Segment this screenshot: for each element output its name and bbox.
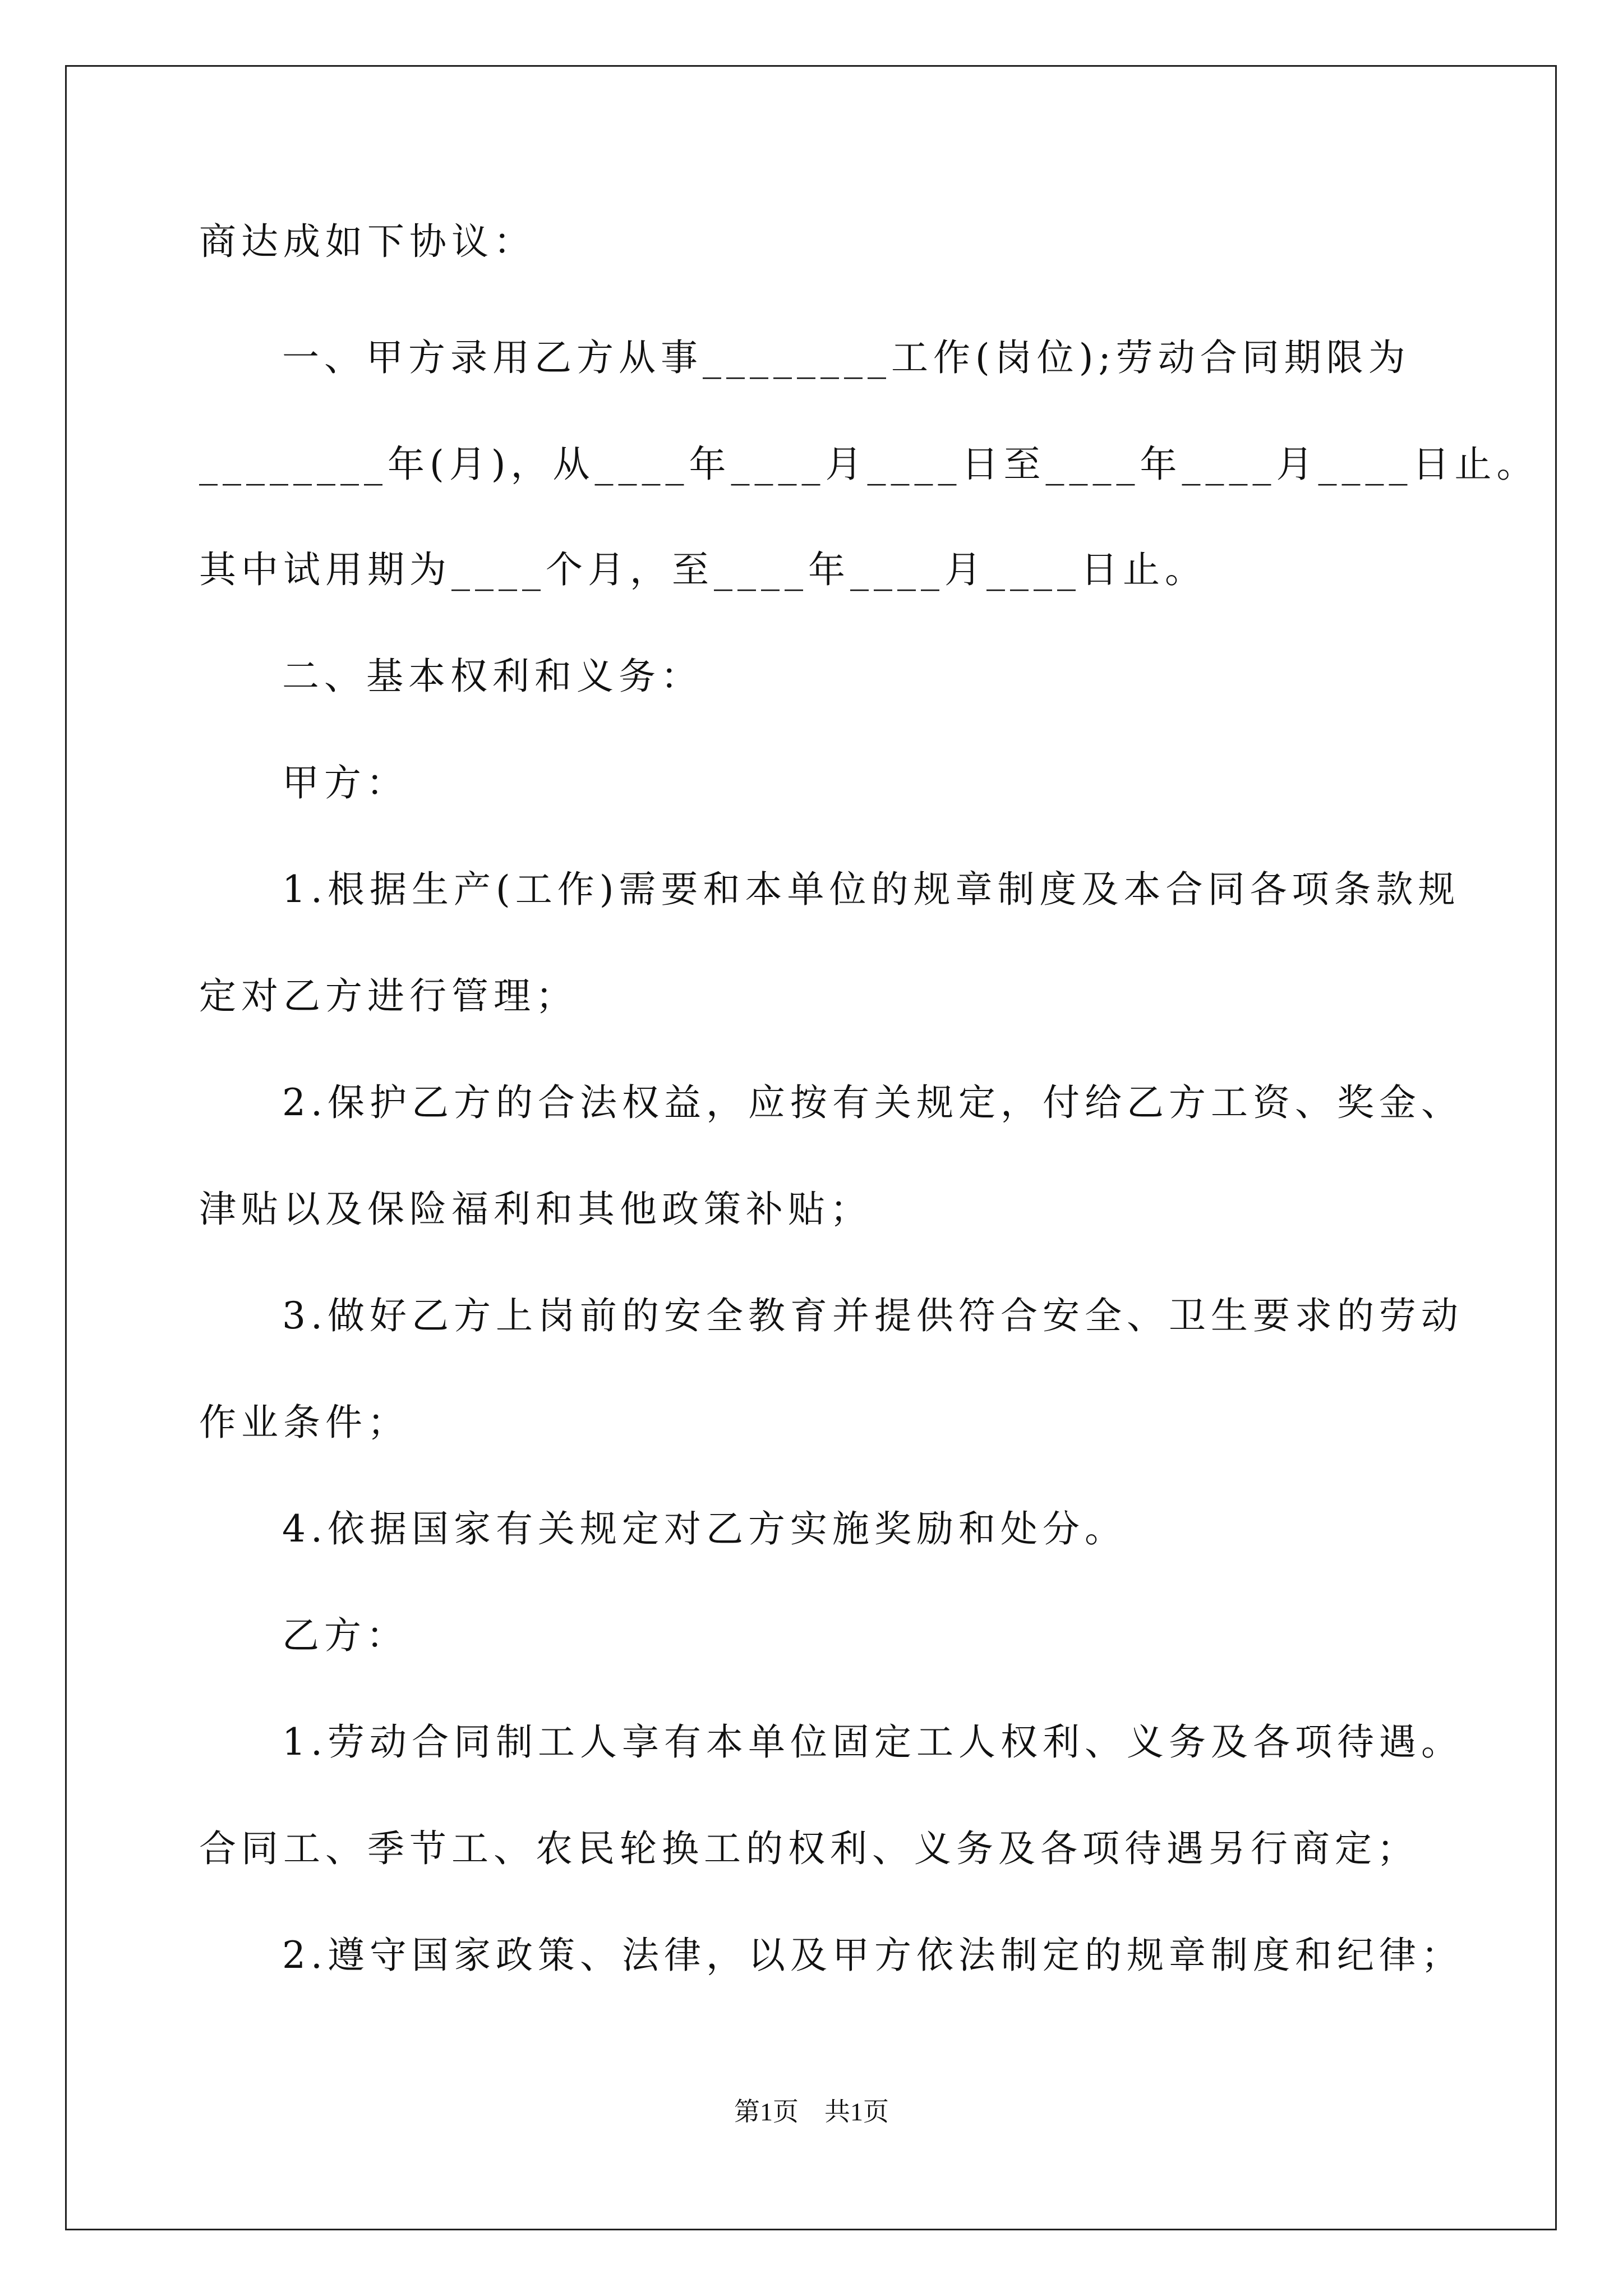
party-a-item-1: 1.根据生产(工作)需要和本单位的规章制度及本合同各项条款规 [282, 868, 1460, 911]
party-b-heading: 乙方： [282, 1614, 408, 1657]
page-border [65, 65, 1557, 2230]
party-a-heading: 甲方： [282, 761, 408, 804]
party-a-item-2: 2.保护乙方的合法权益，应按有关规定，付给乙方工资、奖金、 [282, 1081, 1463, 1124]
party-b-item-1: 1.劳动合同制工人享有本单位固定工人权利、义务及各项待遇。 [282, 1720, 1463, 1764]
party-a-item-1: 定对乙方进行管理； [199, 974, 578, 1018]
clause-1-line: ________年(月)，从____年____月____日至____年____月____日止。 [199, 443, 1539, 486]
party-a-item-3: 作业条件； [199, 1401, 409, 1444]
party-b-item-2: 2.遵守国家政策、法律，以及甲方依法制定的规章制度和纪律； [282, 1934, 1463, 1977]
party-a-item-3: 3.做好乙方上岗前的安全教育并提供符合安全、卫生要求的劳动 [282, 1294, 1463, 1337]
text-line: 商达成如下协议： [199, 220, 536, 263]
clause-1-line: 其中试用期为____个月，至____年____月____日止。 [199, 548, 1207, 591]
party-a-item-2: 津贴以及保险福利和其他政策补贴； [199, 1188, 872, 1231]
section-heading: 二、基本权利和义务： [282, 655, 703, 698]
page-number: 第1页 共1页 [734, 2097, 889, 2126]
party-a-item-4: 4.依据国家有关规定对乙方实施奖励和处分。 [282, 1507, 1127, 1550]
party-b-item-1: 合同工、季节工、农民轮换工的权利、义务及各项待遇另行商定； [199, 1827, 1419, 1870]
clause-1-line: 一、甲方录用乙方从事________工作(岗位);劳动合同期限为 [282, 336, 1410, 379]
